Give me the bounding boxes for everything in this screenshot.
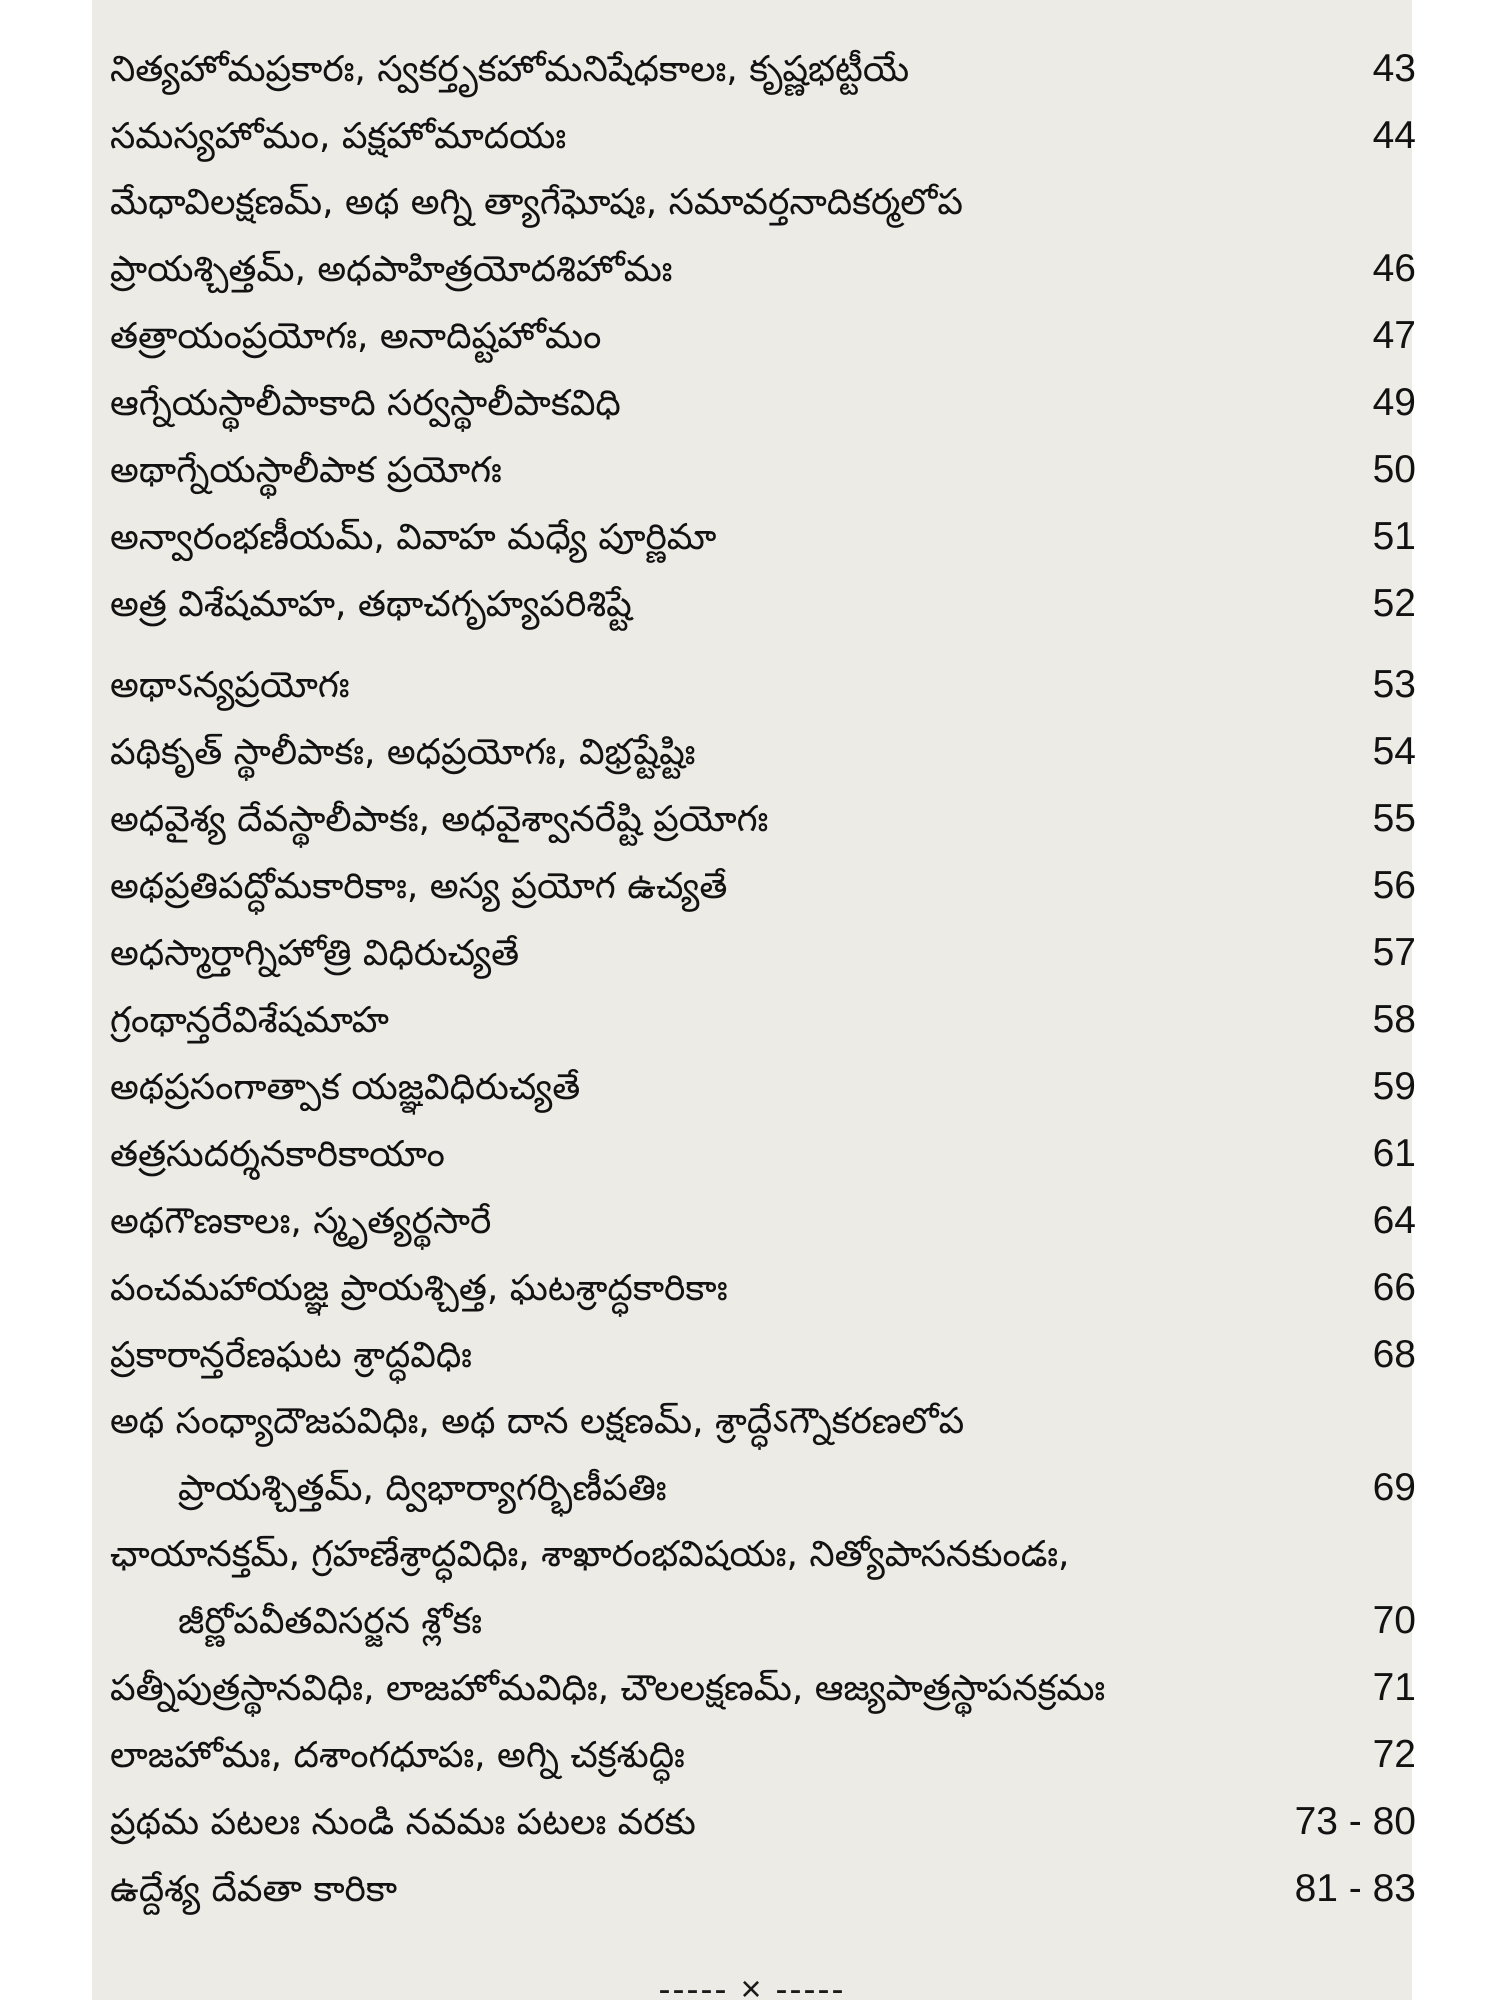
toc-entry-page: 73 - 80 (1294, 1800, 1416, 1843)
toc-entry (110, 437, 1416, 504)
toc-entry (110, 571, 1416, 638)
toc-entry-page: 66 (1372, 1266, 1416, 1309)
toc-entry-title: ప్రాయశ్చిత్తమ్, ద్విభార్యాగర్భిణీపతిః (178, 1468, 667, 1509)
toc-entry (110, 1588, 1416, 1655)
toc-entry (110, 36, 1416, 103)
toc-entry-page: 46 (1372, 247, 1416, 290)
toc-entry-page: 57 (1372, 931, 1416, 974)
toc-entry (110, 1188, 1416, 1255)
toc-entry-title: నిత్యహోమప్రకారః, స్వకర్తృకహోమనిషేధకాలః, కృష్ణభట్టీయే (110, 49, 910, 90)
toc-entry (110, 1722, 1416, 1789)
toc-entry (110, 652, 1416, 719)
toc-entry-page: 55 (1372, 797, 1416, 840)
toc-entry-page: 71 (1372, 1666, 1416, 1709)
toc-entry-title: తత్రాయంప్రయోగః, అనాదిష్టహోమం (110, 316, 602, 357)
table-of-contents (110, 36, 1416, 1923)
toc-entry (110, 504, 1416, 571)
toc-entry (110, 103, 1416, 170)
toc-entry-title: లాజహోమః, దశాంగధూపః, అగ్ని చక్రశుద్ధిః (110, 1735, 685, 1776)
toc-entry (110, 1322, 1416, 1389)
toc-entry-page: 61 (1372, 1132, 1416, 1175)
toc-entry-page: 56 (1372, 864, 1416, 907)
toc-entry-page: 58 (1372, 998, 1416, 1041)
toc-entry-page: 53 (1372, 663, 1416, 706)
toc-entry-page: 69 (1372, 1466, 1416, 1509)
toc-entry-page: 72 (1372, 1733, 1416, 1776)
toc-entry-title: పత్నీపుత్రస్థానవిధిః, లాజహోమవిధిః, చౌలలక్షణమ్, ఆజ్యపాత్రస్థాపనక్రమః (110, 1668, 1106, 1709)
toc-entry (110, 1389, 1416, 1455)
toc-entry-title: అథప్రతిపద్ధోమకారికాః, అస్య ప్రయోగ ఉచ్యతే (110, 866, 728, 907)
toc-entry-title: ప్రకారాన్తరేణఘట శ్రాద్ధవిధిః (110, 1335, 472, 1376)
toc-entry (110, 1121, 1416, 1188)
toc-entry-title: అథప్రసంగాత్పాక యజ్ఞవిధిరుచ్యతే (110, 1067, 581, 1108)
toc-entry (110, 920, 1416, 987)
toc-entry-title: తత్రసుదర్శనకారికాయాం (110, 1134, 445, 1175)
toc-entry-title: పథికృత్ స్థాలీపాకః, అధప్రయోగః, విభ్రష్టేష్టిః (110, 732, 696, 773)
toc-entry (110, 1455, 1416, 1522)
toc-entry (110, 1522, 1416, 1588)
toc-entry-title: ఆగ్నేయస్థాలీపాకాది సర్వస్థాలీపాకవిధి (110, 383, 621, 424)
toc-entry (110, 1255, 1416, 1322)
toc-entry-title: ఉద్దేశ్య దేవతా కారికా (110, 1869, 398, 1910)
toc-entry-page: 52 (1372, 582, 1416, 625)
toc-entry-page: 54 (1372, 730, 1416, 773)
toc-entry (110, 987, 1416, 1054)
toc-entry-title: ప్రథమ పటలః నుండి నవమః పటలః వరకు (110, 1802, 696, 1843)
toc-entry-title: ఛాయానక్తమ్, గ్రహణేశ్రాద్ధవిధిః, శాఖారంభవిషయః, నిత్యోపాసనకుండః, (110, 1534, 1070, 1575)
toc-entry-page: 81 - 83 (1294, 1867, 1416, 1910)
toc-entry-page: 50 (1372, 448, 1416, 491)
toc-entry-page: 44 (1372, 114, 1416, 157)
toc-entry-title: అత్ర విశేషమాహ, తథాచగృహ్యపరిశిష్టే (110, 584, 632, 625)
toc-entry-title: అధవైశ్య దేవస్థాలీపాకః, అధవైశ్వానరేష్టి ప్రయోగః (110, 799, 769, 840)
toc-entry-page: 68 (1372, 1333, 1416, 1376)
toc-entry-page: 59 (1372, 1065, 1416, 1108)
toc-entry-page: 51 (1372, 515, 1416, 558)
toc-entry (110, 1856, 1416, 1923)
toc-entry-title: అధస్మార్తాగ్నిహోత్రి విధిరుచ్యతే (110, 933, 520, 974)
toc-entry (110, 1054, 1416, 1121)
toc-entry-title: అథాऽన్యప్రయోగః (110, 665, 350, 706)
toc-entry (110, 170, 1416, 236)
book-page (92, 0, 1416, 2009)
toc-entry (110, 1655, 1416, 1722)
toc-entry-title: అథ సంధ్యాదౌజపవిధిః, అథ దాన లక్షణమ్, శ్రాద్ధేऽగ్నౌకరణలోప (110, 1401, 965, 1442)
toc-entry-page: 70 (1372, 1599, 1416, 1642)
toc-entry (110, 370, 1416, 437)
toc-entry-title: గ్రంథాన్తరేవిశేషమాహ (110, 1000, 389, 1041)
toc-entry (110, 786, 1416, 853)
toc-entry-title: ప్రాయశ్చిత్తమ్, అధపాహిత్రయోదశిహోమః (110, 249, 673, 290)
toc-entry-title: జీర్ణోపవీతవిసర్జన శ్లోకః (178, 1601, 482, 1642)
toc-entry (110, 719, 1416, 786)
toc-entry-title: అథాగ్నేయస్థాలీపాక ప్రయోగః (110, 450, 502, 491)
toc-entry-title: సమస్యహోమం, పక్షహోమాదయః (110, 116, 567, 157)
toc-entry-page: 49 (1372, 381, 1416, 424)
toc-entry-title: అన్వారంభణీయమ్, వివాహ మధ్యే పూర్ణిమా (110, 517, 717, 558)
toc-entry-page: 47 (1372, 314, 1416, 357)
toc-entry (110, 236, 1416, 303)
end-of-section-mark: ----- × ----- (658, 1968, 846, 2009)
toc-entry-page: 64 (1372, 1199, 1416, 1242)
toc-entry-title: మేధావిలక్షణమ్, అథ అగ్ని త్యాగేఘోషః, సమావర్తనాదికర్మలోప (110, 182, 963, 223)
toc-entry-title: అథగౌణకాలః, స్మృత్యర్థసారే (110, 1201, 492, 1242)
toc-entry (110, 853, 1416, 920)
toc-entry (110, 1789, 1416, 1856)
toc-entry-title: పంచమహాయజ్ఞ ప్రాయశ్చిత్త, ఘటశ్రాద్ధకారికాః (110, 1268, 728, 1309)
toc-entry (110, 303, 1416, 370)
toc-entry-page: 43 (1372, 47, 1416, 90)
spacer (110, 638, 1416, 652)
